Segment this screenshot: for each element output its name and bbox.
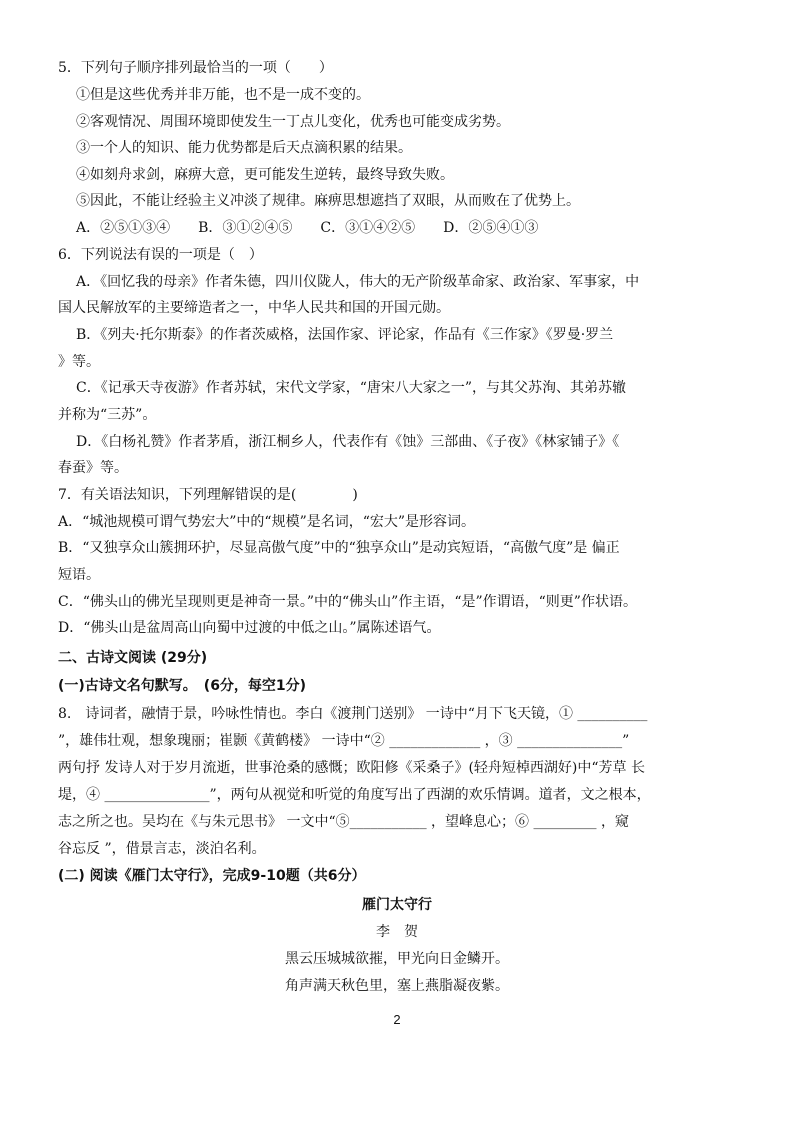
poem-title: 雁门太守行 xyxy=(362,897,432,913)
section-2-part-2-heading: (二) 阅读《雁门太守行》，完成9-10题（共6分） xyxy=(58,868,366,884)
q8-line1: 8. 诗词者，融情于景，吟咏性情也。李白《渡荆门送别》 一诗中“月下飞天镜，① __________ xyxy=(58,706,648,722)
section-2-part-1-heading: (一)古诗文名句默写。 (6分，每空1分) xyxy=(58,678,307,694)
q6-option-c-line2: 并称为“三苏”。 xyxy=(58,407,157,423)
q5-sentence-1: ①但是这些优秀并非万能，也不是一成不变的。 xyxy=(76,87,370,103)
q7-option-b-line1: B．“又独享众山簇拥环护，尽显高傲气度”中的“独享众山”是动宾短语，“高傲气度”是 偏正 xyxy=(58,540,620,556)
q6-option-a-line2: 国人民解放军的主要缔造者之一，中华人民共和国的开国元勋。 xyxy=(58,300,450,316)
q7-stem: 7．有关语法知识，下列理解错误的是( ) xyxy=(58,487,358,503)
q7-option-a: A．“城池规模可谓气势宏大”中的“规模”是名词，“宏大”是形容词。 xyxy=(58,514,476,530)
section-2-heading: 二、古诗文阅读 (29分) xyxy=(58,650,208,666)
q6-stem: 6．下列说法有误的一项是（ ） xyxy=(58,247,263,263)
q5-sentence-2: ②客观情况、周围环境即使发生一丁点儿变化，优秀也可能变成劣势。 xyxy=(76,114,510,130)
q5-sentence-5: ⑤因此，不能让经验主义冲淡了规律。麻痹思想遮挡了双眼，从而败在了优势上。 xyxy=(76,193,580,209)
q7-option-d: D．“佛头山是盆周高山向蜀中过渡的中低之山。”属陈述语气。 xyxy=(58,620,441,636)
q8-line5: 志之所之也。吴均在《与朱元思书》 一文中“⑤___________ ，望峰息心；⑥ _________ ，窥 xyxy=(58,814,629,830)
q8-line4: 堤，④ _______________”，两句从视觉和听觉的角度写出了西湖的欢乐情调。道者，文之根本， xyxy=(58,787,651,803)
q5-sentence-3: ③一个人的知识、能力优势都是后天点滴积累的结果。 xyxy=(76,140,412,156)
poem-line-2: 角声满天秋色里，塞上燕脂凝夜紫。 xyxy=(285,978,509,994)
q6-option-a-line1: A．《回忆我的母亲》作者朱德，四川仪陇人，伟大的无产阶级革命家、政治家、军事家，中 xyxy=(76,274,640,290)
q8-line3: 两句抒 发诗人对于岁月流逝，世事沧桑的感慨；欧阳修《采桑子》(轻舟短棹西湖好)中“芳草 长 xyxy=(58,760,645,776)
q6-option-d-line2: 春蚕》等。 xyxy=(58,460,128,476)
q6-option-d-line1: D．《白杨礼赞》作者茅盾，浙江桐乡人，代表作有《蚀》三部曲、《子夜》《林家铺子》《 xyxy=(76,434,620,450)
q5-sentence-4: ④如刻舟求剑，麻痹大意，更可能发生逆转，最终导致失败。 xyxy=(76,167,454,183)
q6-option-b-line1: B．《列夫·托尔斯泰》的作者茨威格，法国作家、评论家，作品有《三作家》《罗曼·罗兰 xyxy=(76,327,614,343)
q6-option-b-line2: 》等。 xyxy=(58,354,100,370)
q8-line6: 谷忘反 ”，借景言志，淡泊名利。 xyxy=(58,841,266,857)
poem-line-1: 黑云压城城欲摧，甲光向日金鳞开。 xyxy=(285,951,509,967)
q6-option-c-line1: C．《记承天寺夜游》作者苏轼，宋代文学家，“唐宋八大家之一”，与其父苏洵、其弟苏辙 xyxy=(76,380,627,396)
q5-stem: 5．下列句子顺序排列最恰当的一项（ ） xyxy=(58,60,333,76)
q7-option-b-line2: 短语。 xyxy=(58,567,100,583)
q7-option-c: C．“佛头山的佛光呈现则更是神奇一景。”中的“佛头山”作主语，“是”作谓语，“则更”作状语。 xyxy=(58,594,637,610)
poem-author: 李 贺 xyxy=(376,924,418,940)
q5-options: A．②⑤①③④ B．③①②④⑤ C．③①④②⑤ D．②⑤④①③ xyxy=(76,220,539,236)
q8-line2: ”，雄伟壮观，想象瑰丽；崔颢《黄鹤楼》 一诗中“② _____________ ，③ _______________” xyxy=(58,733,630,749)
page-number: 2 xyxy=(393,1012,401,1027)
